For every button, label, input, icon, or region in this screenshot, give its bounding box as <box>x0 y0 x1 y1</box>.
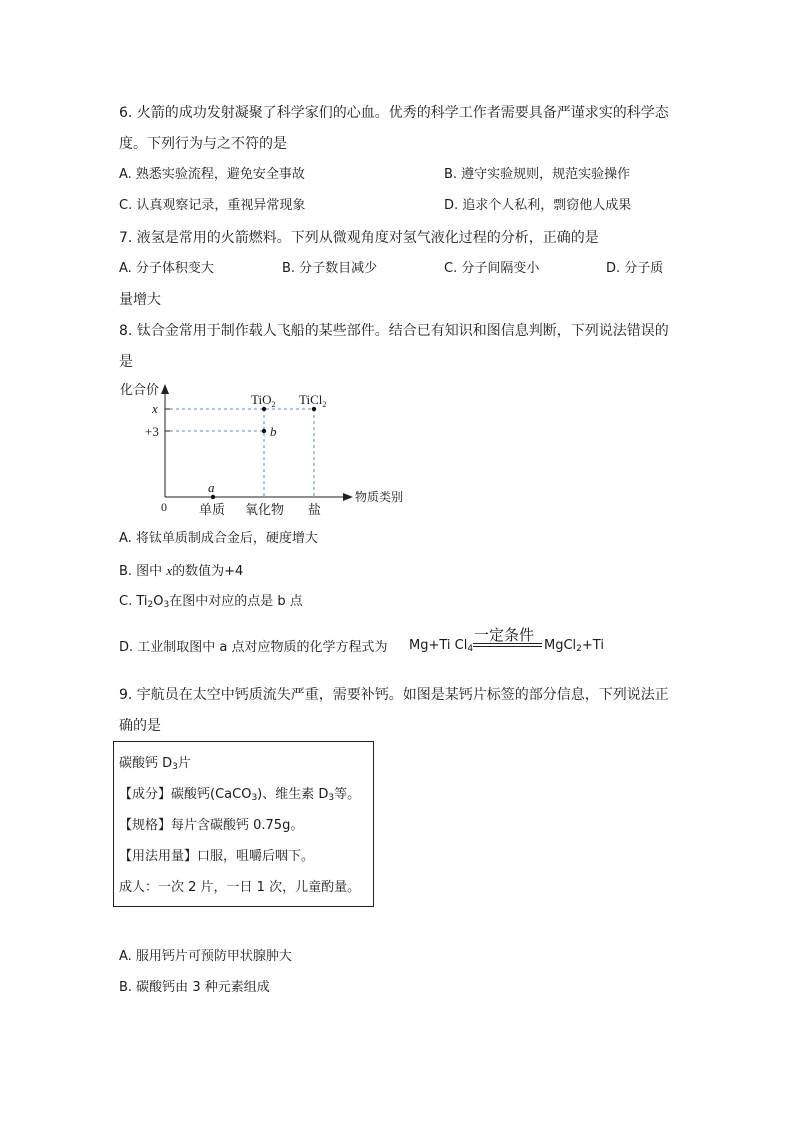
q8-option-d-text: D. 工业制取图中 a 点对应物质的化学方程式为 <box>119 640 388 655</box>
label-title <box>119 754 191 777</box>
point-b <box>262 429 266 433</box>
q8-option-c-sub2: 3 <box>163 600 170 610</box>
q9-option-a: A. 服用钙片可预防甲状腺肿大 <box>119 949 292 964</box>
q8-option-c-mid: O <box>153 594 164 609</box>
ticl2-label: TiCl$_2$ <box>299 392 327 409</box>
q9-stem-line1: 9. 宇航员在太空中钙质流失严重，需要补钙。如图是某钙片标签的部分信息，下列说法正 <box>119 687 669 703</box>
point-a <box>211 495 215 499</box>
q8-option-c-sub1: 2 <box>147 600 154 610</box>
label-composition-mid: )、维生素 D <box>257 787 329 802</box>
ytick-label-x: x <box>152 401 158 416</box>
category-label-oxide: 氧化物 <box>245 503 285 518</box>
q8-equation-condition: 一定条件 <box>474 626 535 644</box>
y-axis-arrow <box>161 384 169 394</box>
tio2-label: TiO$_2$ <box>251 392 276 409</box>
q8-equation-lhs-sub: 4 <box>467 644 474 654</box>
category-label-salt: 盐 <box>308 503 322 518</box>
label-usage: 【用法用量】口服，咀嚼后咽下。 <box>119 849 315 864</box>
q8-equation-rhs-text: MgCl <box>544 638 577 653</box>
y-axis-label: 化合价 <box>120 383 160 398</box>
q7-option-d-part2: 量增大 <box>119 292 161 308</box>
q8-option-b-prefix: B. 图中 <box>119 564 167 579</box>
q8-equation-rhs <box>544 636 604 659</box>
q8-option-c-prefix: C. Ti <box>119 594 148 609</box>
label-composition-sub2: 3 <box>328 793 335 803</box>
origin-label: 0 <box>161 500 167 514</box>
label-composition <box>119 785 360 808</box>
q8-option-a: A. 将钛单质制成合金后，硬度增大 <box>119 531 318 546</box>
q6-stem-line1: 6. 火箭的成功发射凝聚了科学家们的心血。优秀的科学工作者需要具备严谨求实的科学态 <box>119 105 669 121</box>
q8-option-b-variable: x <box>166 563 173 578</box>
q6-stem-line2: 度。下列行为与之不符的是 <box>119 136 287 152</box>
q9-option-b: B. 碳酸钙由 3 种元素组成 <box>119 980 270 995</box>
q8-equation-rhs-sub: 2 <box>576 644 582 654</box>
q8-equation-bar-top <box>473 643 542 644</box>
label-title-main: 碳酸钙 D <box>119 756 173 771</box>
category-label-element: 单质 <box>199 503 226 518</box>
q8-option-b <box>119 561 243 582</box>
ytick-label-plus3: +3 <box>145 424 159 439</box>
q7-option-c: C. 分子间隔变小 <box>444 261 540 276</box>
label-adult-dosage: 成人：一次 2 片，一日 1 次，儿童酌量。 <box>119 880 361 895</box>
q7-option-b: B. 分子数目减少 <box>282 261 378 276</box>
q6-option-c: C. 认真观察记录，重视异常现象 <box>119 198 306 213</box>
q8-stem-line2: 是 <box>119 354 133 370</box>
q7-option-d-part1: D. 分子质 <box>606 261 664 276</box>
q8-stem-line1: 8. 钛合金常用于制作载人飞船的某些部件。结合已有知识和图信息判断，下列说法错误的 <box>119 323 669 339</box>
q8-equation-lhs-text: Mg+Ti Cl <box>409 638 468 653</box>
point-a-label: a <box>208 480 215 495</box>
q8-option-c <box>119 592 303 615</box>
q8-equation-lhs <box>409 636 473 659</box>
q8-option-b-suffix: 的数值为+4 <box>172 564 244 579</box>
q6-option-b: B. 遵守实验规则，规范实验操作 <box>444 167 631 182</box>
q7-stem: 7. 液氢是常用的火箭燃料。下列从微观角度对氢气液化过程的分析，正确的是 <box>119 230 599 246</box>
point-ticl2 <box>312 407 316 411</box>
q8-option-c-suffix: 在图中对应的点是 b 点 <box>169 594 303 609</box>
label-composition-sub: 3 <box>251 793 258 803</box>
q8-equation-rhs-suffix: +Ti <box>581 638 604 653</box>
q9-stem-line2: 确的是 <box>119 718 161 734</box>
q6-option-d: D. 追求个人私利，剽窃他人成果 <box>444 198 632 213</box>
label-composition-suffix: 等。 <box>334 787 361 802</box>
x-axis-arrow <box>343 493 353 501</box>
q7-option-a: A. 分子体积变大 <box>119 261 214 276</box>
q8-equation-bar-bottom <box>473 646 542 647</box>
q6-option-a: A. 熟悉实验流程，避免安全事故 <box>119 167 305 182</box>
label-title-suffix: 片 <box>177 756 191 771</box>
x-axis-label: 物质类别 <box>355 490 404 504</box>
point-tio2 <box>262 407 266 411</box>
label-title-sub: 3 <box>172 762 178 772</box>
label-specification: 【规格】每片含碳酸钙 0.75g。 <box>119 818 304 833</box>
label-composition-prefix: 【成分】碳酸钙(CaCO <box>119 787 252 802</box>
point-b-label: b <box>270 424 277 439</box>
